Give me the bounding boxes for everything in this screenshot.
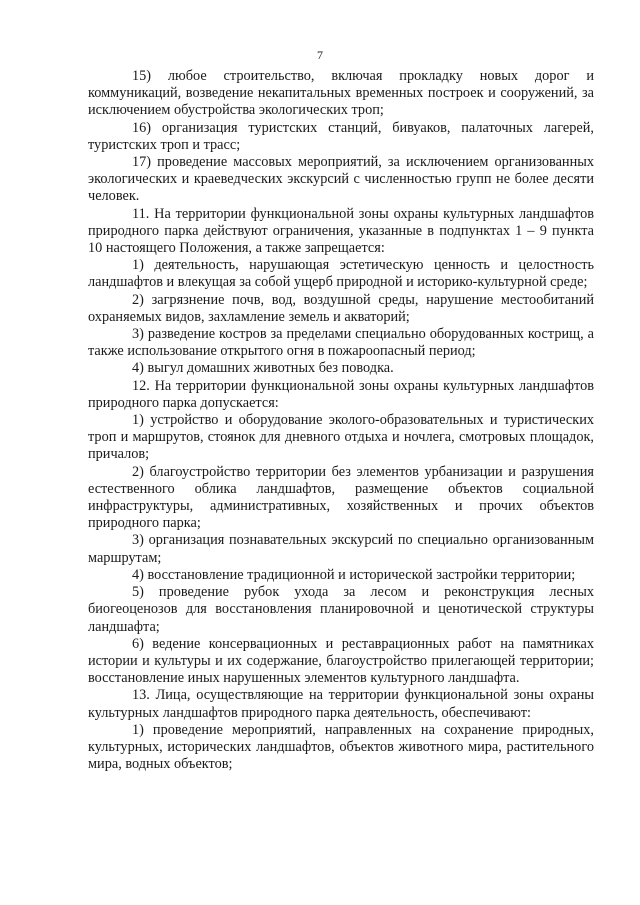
clause-12-item-3: 3) организация познавательных экскурсий по специально организованным маршрутам;	[88, 532, 594, 566]
item-15-construction: 15) любое строительство, включая прокладку новых дорог и коммуникаций, возведение некапитальных временных построек и сооружений, за исключением обустройства экологических троп;	[88, 68, 594, 119]
clause-12-item-2: 2) благоустройство территории без элементов урбанизации и разрушения естественного облика ландшафтов, размещение объектов социальной инфраструктуры, административных, хозяйственных и прочих объектов природного парка;	[88, 463, 594, 532]
clause-12-item-1: 1) устройство и оборудование эколого-образовательных и туристических троп и маршрутов, стоянок для дневного отдыха и ночлега, смотровых площадок, причалов;	[88, 412, 594, 463]
clause-13: 13. Лица, осуществляющие на территории функциональной зоны охраны культурных ландшафтов природного парка деятельность, обеспечивают:	[88, 687, 594, 721]
clause-11: 11. На территории функциональной зоны охраны культурных ландшафтов природного парка действуют ограничения, указанные в подпунктах 1 – 9 пункта 10 настоящего Положения, а также запрещается:	[88, 205, 594, 257]
clause-12: 12. На территории функциональной зоны охраны культурных ландшафтов природного парка допускается:	[88, 377, 594, 411]
clause-12-item-6: 6) ведение консервационных и реставрационных работ на памятниках истории и культуры и их содержание, благоустройство прилегающей территории; восстановление иных нарушенных элементов культурного ландшафта.	[88, 635, 594, 687]
clause-11-item-2: 2) загрязнение почв, вод, воздушной среды, нарушение местообитаний охраняемых видов, захламление земель и акваторий;	[88, 291, 594, 325]
clause-12-item-5: 5) проведение рубок ухода за лесом и реконструкция лесных биогеоценозов для восстановления планировочной и ценотической структуры ландшафта;	[88, 584, 594, 635]
clause-12-item-4: 4) восстановление традиционной и исторической застройки территории;	[132, 566, 576, 583]
clause-11-item-3: 3) разведение костров за пределами специально оборудованных кострищ, а также использование открытого огня в пожароопасный период;	[88, 326, 594, 360]
item-17-mass-events: 17) проведение массовых мероприятий, за исключением организованных экологических и краеведческих экскурсий с численностью групп не более десяти человек.	[88, 154, 594, 205]
clause-11-item-1: 1) деятельность, нарушающая эстетическую ценность и целостность ландшафтов и влекущая за собой ущерб природной и историко-культурной среде;	[88, 257, 594, 291]
item-16-tourist-stations: 16) организация туристских станций, бивуаков, палаточных лагерей, туристских троп и трасс;	[88, 119, 594, 153]
page-number: 7	[317, 48, 323, 62]
document-body	[88, 68, 594, 773]
clause-11-item-4: 4) выгул домашних животных без поводка.	[132, 360, 394, 377]
clause-13-item-1: 1) проведение мероприятий, направленных на сохранение природных, культурных, исторических ландшафтов, объектов животного мира, растительного мира, водных объектов;	[88, 721, 594, 773]
